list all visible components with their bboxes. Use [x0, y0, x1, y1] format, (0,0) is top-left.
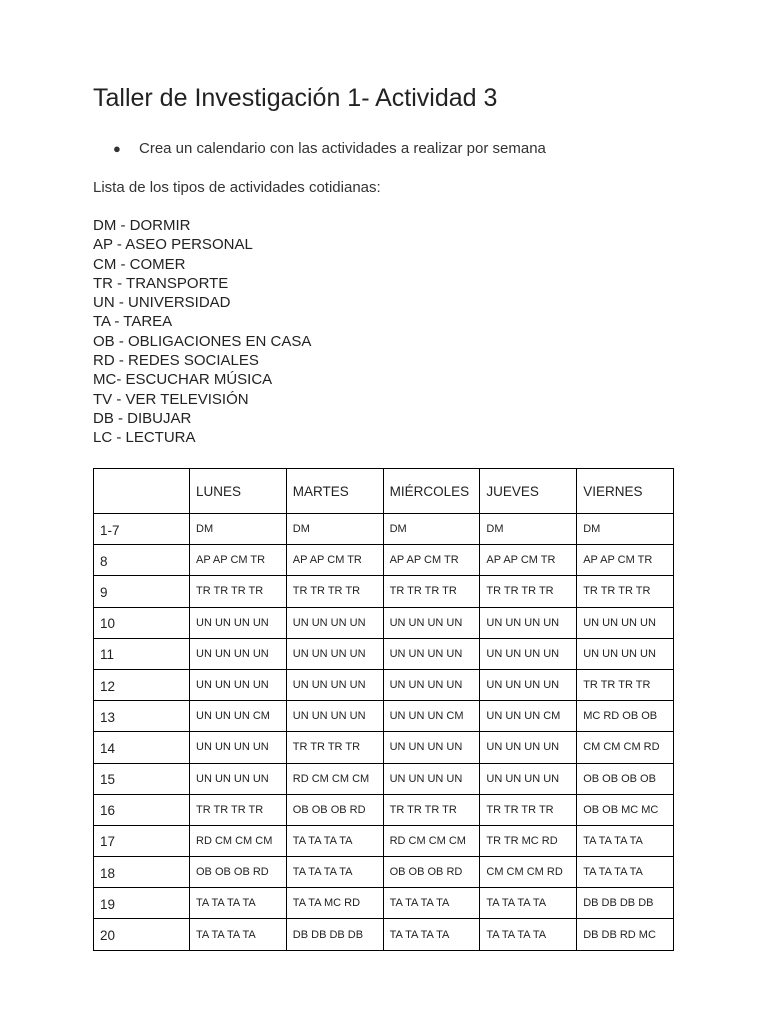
activity-cell: TR TR TR TR [577, 669, 674, 700]
activity-cell: TR TR TR TR [190, 576, 287, 607]
activity-cell: UN UN UN UN [190, 763, 287, 794]
activity-cell: UN UN UN UN [383, 763, 480, 794]
activity-cell: TR TR TR TR [383, 794, 480, 825]
hour-cell: 15 [94, 763, 190, 794]
activity-cell: DB DB DB DB [286, 919, 383, 950]
activity-cell: AP AP CM TR [286, 545, 383, 576]
activity-cell: TR TR TR TR [190, 794, 287, 825]
activity-cell: UN UN UN UN [190, 607, 287, 638]
hour-cell: 18 [94, 857, 190, 888]
activity-cell: OB OB MC MC [577, 794, 674, 825]
legend-item: UN - UNIVERSIDAD [93, 294, 231, 312]
activity-cell: MC RD OB OB [577, 701, 674, 732]
table-row [94, 763, 674, 794]
activity-cell: UN UN UN UN [383, 638, 480, 669]
activity-cell: UN UN UN UN [190, 669, 287, 700]
activity-cell: RD CM CM CM [190, 825, 287, 856]
day-header: MIÉRCOLES [383, 469, 480, 514]
activity-cell: DB DB DB DB [577, 888, 674, 919]
activity-cell: UN UN UN UN [480, 732, 577, 763]
activity-cell: AP AP CM TR [383, 545, 480, 576]
hour-cell: 19 [94, 888, 190, 919]
legend-item: LC - LECTURA [93, 429, 196, 447]
legend-item: TA - TAREA [93, 313, 173, 331]
activity-cell: TR TR TR TR [480, 576, 577, 607]
activity-cell: UN UN UN UN [480, 669, 577, 700]
activity-cell: TA TA TA TA [480, 919, 577, 950]
activity-cell: UN UN UN CM [480, 701, 577, 732]
activity-cell: TA TA TA TA [480, 888, 577, 919]
legend-item: MC- ESCUCHAR MÚSICA [93, 371, 273, 389]
corner-cell [94, 469, 190, 514]
activity-cell: OB OB OB RD [383, 857, 480, 888]
activity-cell: DM [286, 514, 383, 545]
legend-item: CM - COMER [93, 255, 186, 273]
activity-cell: UN UN UN UN [383, 669, 480, 700]
day-header: JUEVES [480, 469, 577, 514]
hour-cell: 10 [94, 607, 190, 638]
activity-cell: TA TA TA TA [190, 919, 287, 950]
activity-cell: DM [383, 514, 480, 545]
activity-cell: DM [480, 514, 577, 545]
legend-item: TV - VER TELEVISIÓN [93, 390, 249, 408]
table-row [94, 794, 674, 825]
legend-item: TR - TRANSPORTE [93, 274, 229, 292]
table-row [94, 888, 674, 919]
table-row [94, 701, 674, 732]
activity-cell: AP AP CM TR [577, 545, 674, 576]
activity-cell: TA TA TA TA [286, 857, 383, 888]
activity-cell: TR TR TR TR [480, 794, 577, 825]
activity-cell: UN UN UN UN [286, 701, 383, 732]
activity-cell: OB OB OB RD [190, 857, 287, 888]
hour-cell: 20 [94, 919, 190, 950]
activity-cell: UN UN UN UN [383, 607, 480, 638]
activity-cell: AP AP CM TR [190, 545, 287, 576]
day-header: VIERNES [577, 469, 674, 514]
activity-cell: UN UN UN UN [480, 638, 577, 669]
activity-cell: UN UN UN CM [383, 701, 480, 732]
activity-cell: TA TA TA TA [577, 825, 674, 856]
legend-item: DM - DORMIR [93, 217, 191, 234]
hour-cell: 11 [94, 638, 190, 669]
activity-cell: UN UN UN UN [383, 732, 480, 763]
activity-cell: RD CM CM CM [286, 763, 383, 794]
hour-cell: 13 [94, 701, 190, 732]
activity-cell: UN UN UN UN [577, 638, 674, 669]
legend-item: OB - OBLIGACIONES EN CASA [93, 332, 312, 350]
hour-cell: 9 [94, 576, 190, 607]
activity-cell: TA TA TA TA [383, 919, 480, 950]
legend-item: RD - REDES SOCIALES [93, 352, 259, 370]
table-row [94, 669, 674, 700]
legend-item: DB - DIBUJAR [93, 409, 192, 427]
activity-cell: UN UN UN UN [480, 607, 577, 638]
activity-cell: TA TA TA TA [383, 888, 480, 919]
page-title: Taller de Investigación 1- Actividad 3 [93, 84, 498, 112]
hour-cell: 8 [94, 545, 190, 576]
activity-cell: UN UN UN UN [286, 607, 383, 638]
activity-cell: UN UN UN UN [190, 638, 287, 669]
activity-cell: DM [190, 514, 287, 545]
table-header-row [94, 469, 674, 514]
activity-cell: TA TA TA TA [577, 857, 674, 888]
hour-cell: 1-7 [94, 514, 190, 545]
activity-cell: OB OB OB OB [577, 763, 674, 794]
table-row [94, 919, 674, 950]
activity-cell: TA TA MC RD [286, 888, 383, 919]
hour-cell: 12 [94, 669, 190, 700]
table-row [94, 857, 674, 888]
activity-cell: UN UN UN UN [286, 669, 383, 700]
list-intro: Lista de los tipos de actividades cotidianas: [93, 179, 381, 196]
activity-cell: TA TA TA TA [286, 825, 383, 856]
table-row [94, 825, 674, 856]
table-row [94, 576, 674, 607]
activity-cell: TR TR TR TR [286, 732, 383, 763]
day-header: LUNES [190, 469, 287, 514]
activity-cell: UN UN UN UN [577, 607, 674, 638]
hour-cell: 14 [94, 732, 190, 763]
bullet-icon: ● [113, 141, 121, 156]
activity-legend [93, 216, 311, 448]
activity-cell: DM [577, 514, 674, 545]
table-row [94, 545, 674, 576]
instruction-bullet [113, 139, 713, 159]
activity-cell: UN UN UN CM [190, 701, 287, 732]
activity-cell: TR TR TR TR [577, 576, 674, 607]
table-row [94, 607, 674, 638]
hour-cell: 17 [94, 825, 190, 856]
activity-cell: CM CM CM RD [577, 732, 674, 763]
activity-cell: TR TR MC RD [480, 825, 577, 856]
table-row [94, 514, 674, 545]
instruction-text: Crea un calendario con las actividades a realizar por semana [139, 140, 546, 157]
activity-cell: TR TR TR TR [383, 576, 480, 607]
table-row [94, 638, 674, 669]
table-row [94, 732, 674, 763]
activity-cell: TR TR TR TR [286, 576, 383, 607]
activity-cell: UN UN UN UN [190, 732, 287, 763]
activity-cell: TA TA TA TA [190, 888, 287, 919]
schedule-body [94, 514, 674, 951]
legend-item: AP - ASEO PERSONAL [93, 236, 253, 254]
activity-cell: DB DB RD MC [577, 919, 674, 950]
activity-cell: AP AP CM TR [480, 545, 577, 576]
activity-cell: CM CM CM RD [480, 857, 577, 888]
activity-cell: UN UN UN UN [286, 638, 383, 669]
activity-cell: OB OB OB RD [286, 794, 383, 825]
weekly-schedule-table [93, 468, 674, 951]
day-header: MARTES [286, 469, 383, 514]
activity-cell: RD CM CM CM [383, 825, 480, 856]
hour-cell: 16 [94, 794, 190, 825]
activity-cell: UN UN UN UN [480, 763, 577, 794]
